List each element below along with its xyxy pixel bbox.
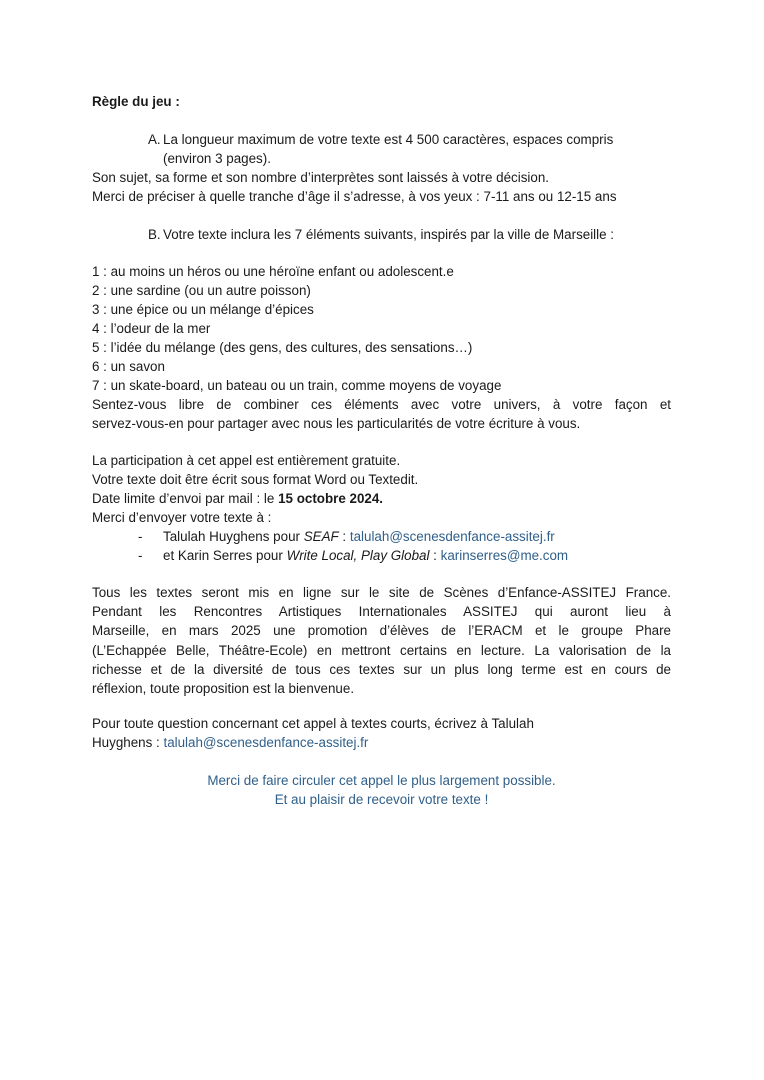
contact-item (163, 527, 555, 546)
deadline-text (92, 489, 383, 508)
deadline-date: 15 octobre 2024. (278, 491, 384, 506)
freedom-line: Sentez-vous libre de combiner ces éléments avec votre univers, à votre façon et (92, 397, 671, 412)
contact-name: Talulah Huyghens pour (163, 529, 304, 544)
question-prefix: Huyghens : (92, 735, 164, 750)
bullet: - (138, 548, 143, 563)
list-item: 1 : au moins un héros ou une héroïne enfant ou adolescent.e (92, 264, 454, 279)
section-b-marker: B. (148, 227, 161, 242)
list-item: 5 : l’idée du mélange (des gens, des cultures, des sensations…) (92, 340, 473, 355)
deadline-le: le (263, 491, 279, 506)
list-item: 4 : l’odeur de la mer (92, 321, 211, 336)
publication-line: (L’Echappée Belle, Théâtre-Ecole) en mettront certains en lecture. La valorisation de la (92, 642, 671, 658)
contact-org: Write Local, Play Global (286, 548, 430, 563)
email-link[interactable]: karinserres@me.com (440, 548, 569, 563)
contact-item (163, 546, 568, 565)
closing-line-2: Et au plaisir de recevoir votre texte ! (274, 792, 489, 807)
contact-sep: : (338, 529, 350, 544)
contact-name: et Karin Serres pour (163, 548, 287, 563)
section-b-text: Votre texte inclura les 7 éléments suivants, inspirés par la ville de Marseille : (163, 227, 615, 242)
deadline-label: Date limite d’envoi par mail : (92, 491, 264, 506)
publication-line: réflexion, toute proposition est la bienvenue. (92, 681, 355, 697)
publication-line: Pendant les Rencontres Artistiques Internationales ASSITEJ qui auront lieu à (92, 604, 671, 620)
publication-line: richesse et de la diversité de tous ces textes sur un plus long terme est en cours de (92, 661, 671, 677)
question-contact (92, 733, 368, 752)
rules-heading: Règle du jeu : (92, 94, 180, 109)
contact-sep: : (429, 548, 441, 563)
age-range-text: Merci de préciser à quelle tranche d’âge il s’adresse, à vos yeux : 7-11 ans ou 12-15 ans (92, 189, 617, 204)
publication-paragraph (92, 583, 671, 698)
closing-line-1: Merci de faire circuler cet appel le plus largement possible. (207, 773, 556, 788)
section-a-line-2: (environ 3 pages). (163, 151, 271, 166)
list-item: 7 : un skate-board, un bateau ou un train, comme moyens de voyage (92, 378, 502, 393)
contact-org: SEAF (303, 529, 339, 544)
list-item: 3 : une épice ou un mélange d’épices (92, 302, 314, 317)
list-item: 2 : une sardine (ou un autre poisson) (92, 283, 311, 298)
bullet: - (138, 529, 143, 544)
list-item: 6 : un savon (92, 359, 165, 374)
free-participation-text: La participation à cet appel est entièrement gratuite. (92, 453, 401, 468)
format-text: Votre texte doit être écrit sous format Word ou Textedit. (92, 472, 419, 487)
freedom-paragraph (92, 395, 671, 433)
freedom-line: servez-vous-en pour partager avec nous les particularités de votre écriture à vous. (92, 416, 581, 432)
publication-line: Tous les textes seront mis en ligne sur le site de Scènes d’Enfance-ASSITEJ France. (92, 585, 671, 600)
question-text: Pour toute question concernant cet appel à textes courts, écrivez à Talulah (92, 716, 534, 731)
section-a-marker: A. (148, 132, 161, 147)
send-to-text: Merci d’envoyer votre texte à : (92, 510, 272, 525)
subject-text: Son sujet, sa forme et son nombre d’interprètes sont laissés à votre décision. (92, 170, 550, 185)
email-link[interactable]: talulah@scenesdenfance-assitej.fr (349, 529, 555, 544)
publication-line: Marseille, en mars 2025 une promotion d’élèves de l’ERACM et le groupe Phare (92, 623, 671, 639)
email-link[interactable]: talulah@scenesdenfance-assitej.fr (163, 735, 369, 750)
section-a-line-1: La longueur maximum de votre texte est 4 500 caractères, espaces compris (163, 132, 614, 147)
